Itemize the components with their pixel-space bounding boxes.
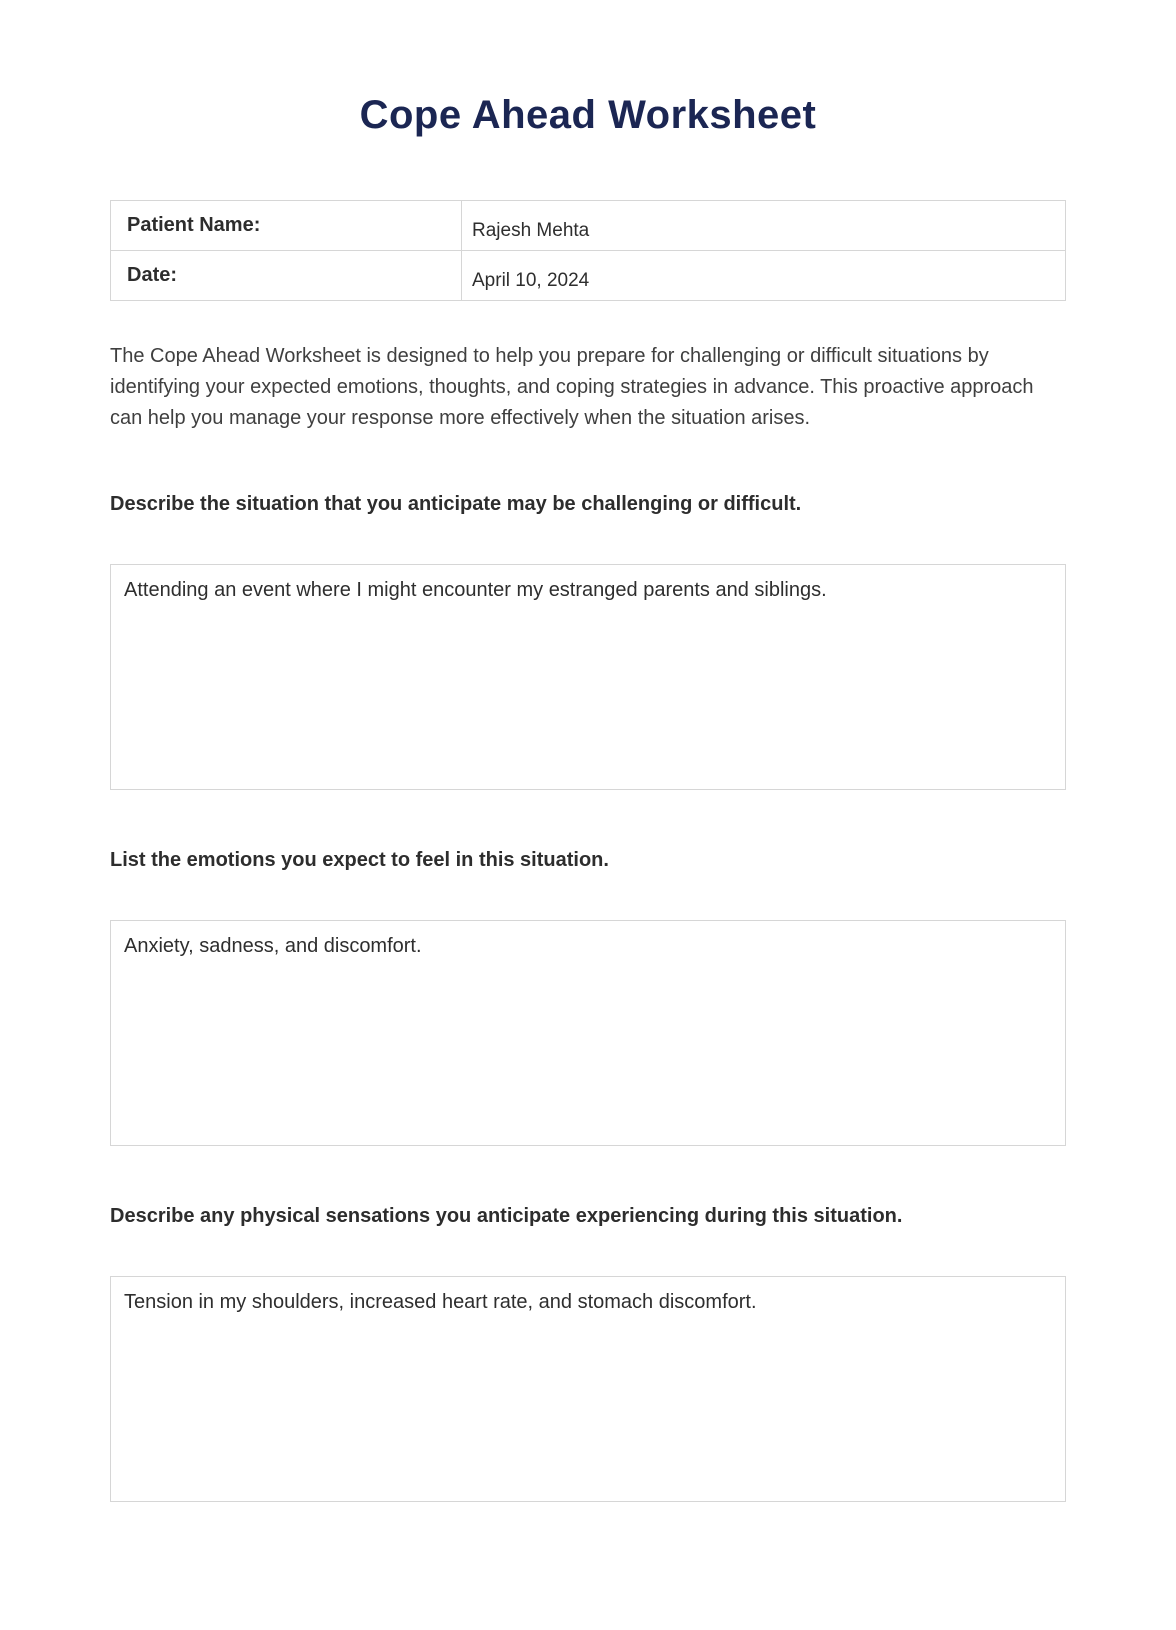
section-physical-sensations bbox=[110, 1204, 1066, 1502]
section-emotions bbox=[110, 848, 1066, 1146]
patient-name-field[interactable]: Rajesh Mehta bbox=[462, 201, 1066, 251]
answer-box-physical-sensations[interactable]: Tension in my shoulders, increased heart rate, and stomach discomfort. bbox=[110, 1276, 1066, 1502]
prompt-emotions: List the emotions you expect to feel in this situation. bbox=[110, 849, 609, 871]
date-label: Date: bbox=[111, 251, 462, 301]
section-situation bbox=[110, 492, 1066, 790]
page-title: Cope Ahead Worksheet bbox=[359, 93, 817, 137]
prompt-physical-sensations: Describe any physical sensations you anticipate experiencing during this situation. bbox=[110, 1205, 903, 1227]
table-row bbox=[111, 201, 1066, 251]
date-field[interactable]: April 10, 2024 bbox=[462, 251, 1066, 301]
patient-info-table bbox=[110, 200, 1066, 301]
table-row bbox=[111, 251, 1066, 301]
answer-box-emotions[interactable]: Anxiety, sadness, and discomfort. bbox=[110, 920, 1066, 1146]
intro-paragraph: The Cope Ahead Worksheet is designed to help you prepare for challenging or difficult situations by identifying your expected emotions, thoughts, and coping strategies in advance. This proactive approach can help you manage your response more effectively when the situation arises. bbox=[110, 345, 1034, 429]
answer-box-situation[interactable]: Attending an event where I might encounter my estranged parents and siblings. bbox=[110, 564, 1066, 790]
prompt-situation: Describe the situation that you anticipate may be challenging or difficult. bbox=[110, 493, 802, 515]
patient-name-label: Patient Name: bbox=[111, 201, 462, 251]
worksheet-page bbox=[110, 0, 1066, 1622]
